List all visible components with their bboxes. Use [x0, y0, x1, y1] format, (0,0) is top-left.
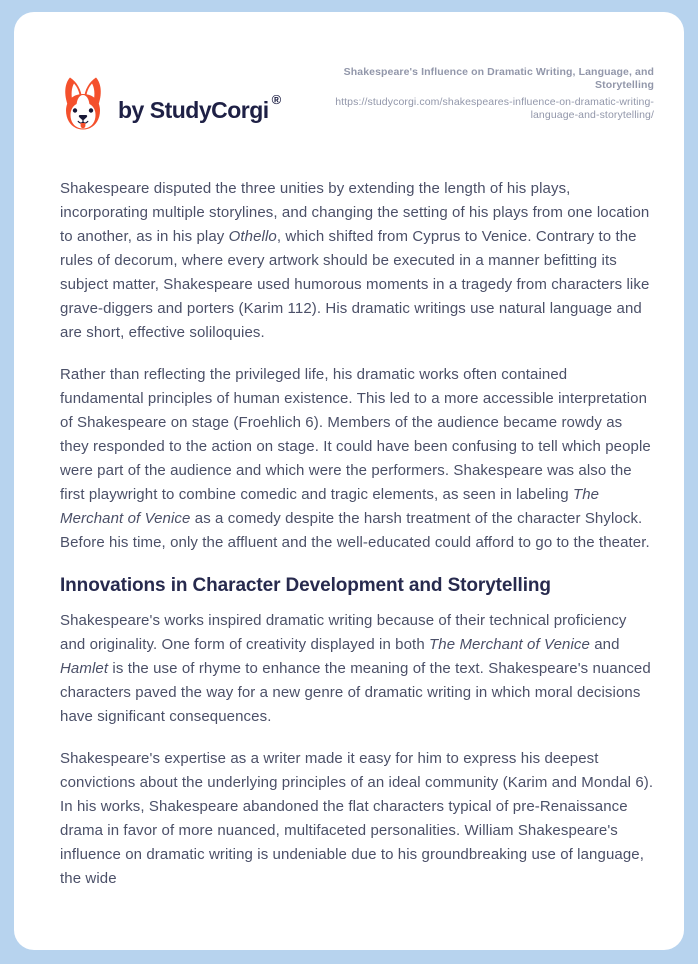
article-paragraph [60, 177, 654, 345]
article-body [60, 177, 654, 891]
article-paragraph [60, 363, 654, 555]
paragraph-text: Rather than reflecting the privileged life, his dramatic works often contained fundamental principles of human existence. This led to a more accessible interpretation of Shakespeare on stage (Froehlich 6). Members of the audience became rowdy as they responded to the action on stage. It could have been confusing to tell which people were part of the audience and which were the performers. Shakespeare was also the first playwright to combine comedic and tragic elements, as seen in labeling [60, 366, 651, 503]
paragraph-text: Shakespeare's works inspired dramatic writing because of their technical proficiency and originality. One form of creativity displayed in both [60, 612, 627, 653]
document-meta [306, 66, 654, 121]
article-paragraph [60, 609, 654, 729]
document-card [14, 12, 684, 950]
section-heading: Innovations in Character Development and Storytelling [60, 575, 551, 596]
studycorgi-logo [60, 75, 281, 131]
document-title: Shakespeare's Influence on Dramatic Writing, Language, and Storytelling [343, 66, 654, 91]
paragraph-text: , which shifted from Cyprus to Venice. Contrary to the rules of decorum, where every artwork should be executed in a manner befitting its subject matter, Shakespeare used humorous moments in a tragedy from characters like grave-diggers and porters (Karim 112). His dramatic writings use natural language and are short, effective soliloquies. [60, 228, 650, 341]
work-title-italic: The Merchant of Venice [60, 486, 600, 527]
paragraph-text: Shakespeare's expertise as a writer made it easy for him to express his deepest convictions about the underlying principles of an ideal community (Karim and Mondal 6). In his works, Shakespeare abandoned the flat characters typical of pre-Renaissance drama in favor of more nuanced, multifaceted personalities. William Shakespeare's influence on dramatic writing is undeniable due to his groundbreaking use of language, the wide [60, 750, 654, 887]
registered-trademark-icon: ® [271, 92, 282, 107]
brand-text: by StudyCorgi [118, 97, 269, 123]
paragraph-text: Shakespeare disputed the three unities by extending the length of his plays, incorporating multiple storylines, and changing the setting of his plays from one location to another, as in his play [60, 180, 650, 245]
work-title-italic: The Merchant of Venice [429, 636, 590, 653]
paragraph-text: as a comedy despite the harsh treatment of the character Shylock. Before his time, only the affluent and the well-educated could afford to go to the theater. [60, 510, 650, 551]
paragraph-text: is the use of rhyme to enhance the meaning of the text. Shakespeare's nuanced characters paved the way for a new genre of dramatic writing in which moral decisions have significant consequences. [60, 660, 651, 725]
work-title-italic: Hamlet [60, 660, 109, 677]
corgi-logo-icon [60, 75, 106, 131]
document-header [60, 66, 654, 131]
document-url: https://studycorgi.com/shakespeares-influence-on-dramatic-writing-language-and-storytelling/ [335, 96, 654, 121]
paragraph-text: and [589, 636, 620, 653]
article-paragraph [60, 747, 654, 891]
page-background [0, 12, 698, 964]
work-title-italic: Othello [228, 228, 277, 245]
